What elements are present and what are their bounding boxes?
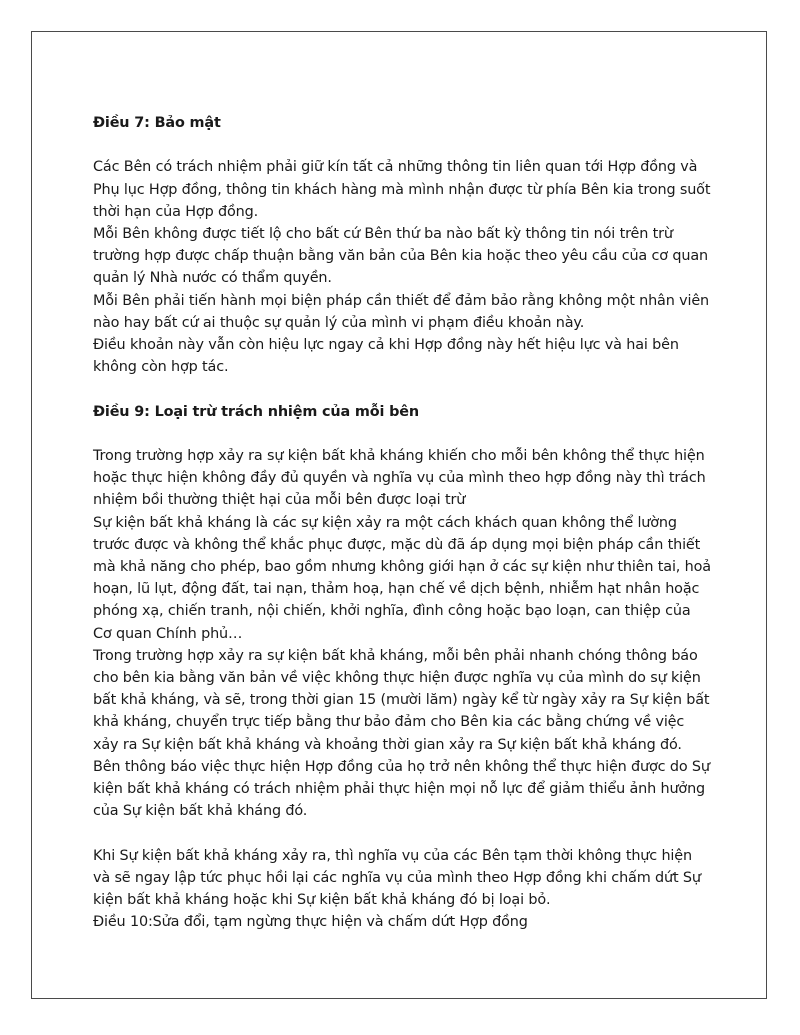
spacer <box>93 423 713 445</box>
section-7-heading: Điều 7: Bảo mật <box>93 115 221 131</box>
spacer <box>93 134 713 156</box>
document-body <box>93 112 713 933</box>
section-9-paragraph-5: Khi Sự kiện bất khả kháng xảy ra, thì nghĩa vụ của các Bên tạm thời không thực hiện và sẽ ngay lập tức phục hồi lại các nghĩa vụ của mình theo Hợp đồng khi chấm dứt Sự kiện bất khả kháng hoặc khi Sự kiện bất khả kháng đó bị loại bỏ. <box>93 847 701 909</box>
section-7-paragraph-2: Mỗi Bên không được tiết lộ cho bất cứ Bên thứ ba nào bất kỳ thông tin nói trên trừ trường hợp được chấp thuận bằng văn bản của Bên kia hoặc theo yêu cầu của cơ quan quản lý Nhà nước có thẩm quyền. <box>93 226 708 287</box>
section-9-paragraph-2: Sự kiện bất khả kháng là các sự kiện xảy ra một cách khách quan không thể lường trước được và không thể khắc phục được, mặc dù đã áp dụng mọi biện pháp cần thiết mà khả năng cho phép, bao gồm nhưng không giới hạn ở các sự kiện như thiên tai, hoả hoạn, lũ lụt, động đất, tai nạn, thảm hoạ, hạn chế về dịch bệnh, nhiễm hạt nhân hoặc phóng xạ, chiến tranh, nội chiến, khởi nghĩa, đình công hoặc bạo loạn, can thiệp của Cơ quan Chính phủ… <box>93 514 711 642</box>
section-9-paragraph-1: Trong trường hợp xảy ra sự kiện bất khả kháng khiến cho mỗi bên không thể thực hiện hoặc thực hiện không đầy đủ quyền và nghĩa vụ của mình theo hợp đồng này thì trách nhiệm bồi thường thiệt hại của mỗi bên được loại trừ <box>93 448 706 509</box>
section-9-paragraph-3: Trong trường hợp xảy ra sự kiện bất khả kháng, mỗi bên phải nhanh chóng thông báo cho bên kia bằng văn bản về việc không thực hiện được nghĩa vụ của mình do sự kiện bất khả kháng, và sẽ, trong thời gian 15 (mười lăm) ngày kể từ ngày xảy ra Sự kiện bất khả kháng, chuyển trực tiếp bằng thư bảo đảm cho Bên kia các bằng chứng về việc xảy ra Sự kiện bất khả kháng và khoảng thời gian xảy ra Sự kiện bất khả kháng đó. <box>93 647 710 753</box>
section-7-paragraph-3: Mỗi Bên phải tiến hành mọi biện pháp cần thiết để đảm bảo rằng không một nhân viên nào hay bất cứ ai thuộc sự quản lý của mình vi phạm điều khoản này. <box>93 292 709 331</box>
section-10-heading: Điều 10:Sửa đổi, tạm ngừng thực hiện và chấm dứt Hợp đồng <box>93 914 528 931</box>
section-9-heading: Điều 9: Loại trừ trách nhiệm của mỗi bên <box>93 403 420 420</box>
spacer <box>93 378 713 400</box>
spacer <box>93 822 713 844</box>
section-7-paragraph-1: Các Bên có trách nhiệm phải giữ kín tất cả những thông tin liên quan tới Hợp đồng và Phụ lục Hợp đồng, thông tin khách hàng mà mình nhận được từ phía Bên kia trong suốt thời hạn của Hợp đồng. <box>93 159 711 220</box>
section-9-paragraph-4: Bên thông báo việc thực hiện Hợp đồng của họ trở nên không thể thực hiện được do Sự kiện bất khả kháng có trách nhiệm phải thực hiện mọi nỗ lực để giảm thiểu ảnh hưởng của Sự kiện bất khả kháng đó. <box>93 758 710 820</box>
section-7-paragraph-4: Điều khoản này vẫn còn hiệu lực ngay cả khi Hợp đồng này hết hiệu lực và hai bên không còn hợp tác. <box>93 337 679 376</box>
